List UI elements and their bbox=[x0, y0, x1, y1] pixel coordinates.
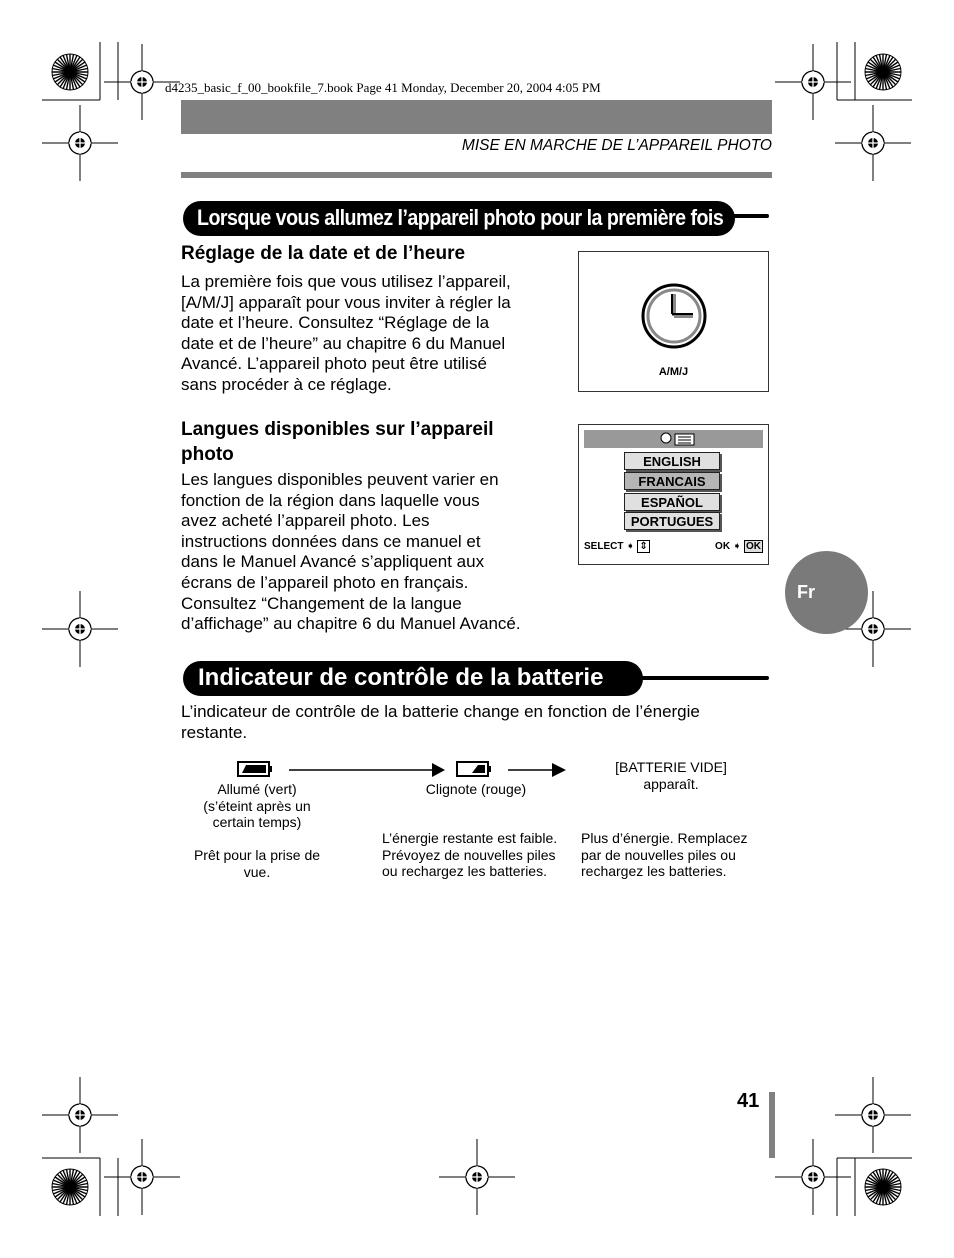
language-tab-label: Fr bbox=[797, 582, 815, 602]
state-low-caption: Clignote (rouge) bbox=[425, 781, 527, 797]
battery-low-icon bbox=[457, 762, 491, 776]
language-option-english[interactable]: ENGLISH bbox=[624, 452, 720, 470]
section-title-first-use: Lorsque vous allumez l’appareil photo pour la première fois bbox=[183, 201, 735, 236]
arrow-right-icon: ➧ bbox=[626, 541, 635, 552]
battery-full-icon bbox=[238, 762, 272, 776]
paragraph-battery-intro: L’indicateur de contrôle de la batterie change en fonction de l’énergie restante. bbox=[181, 702, 700, 742]
state-empty-description: Plus d’énergie. Remplacez par de nouvelles piles ou rechargez les batteries. bbox=[581, 830, 748, 879]
camera-screen-language-menu bbox=[578, 424, 769, 565]
book-info: d4235_basic_f_00_bookfile_7.book Page 41 Monday, December 20, 2004 4:05 PM bbox=[165, 80, 601, 95]
ok-button[interactable]: OK bbox=[746, 541, 761, 552]
date-format-label: A/M/J bbox=[658, 366, 689, 378]
state-full-caption: Allumé (vert) (s’éteint après un certain temps) bbox=[203, 781, 311, 830]
subheading-languages: Langues disponibles sur l’appareil photo bbox=[181, 419, 494, 465]
arrow-right-icon: ➧ bbox=[732, 541, 742, 552]
language-option-francais[interactable]: FRANCAIS bbox=[624, 472, 720, 490]
camera-screen-date bbox=[578, 251, 769, 392]
section-title-battery: Indicateur de contrôle de la batterie bbox=[183, 661, 643, 696]
paragraph-languages: Les langues disponibles peuvent varier en fonction de la région dans laquelle vous avez acheté l’appareil photo. Les instructions données dans ce manuel et dans le Manuel Avancé s’appliquent aux écrans de l’appareil photo en français. Consultez “Changement de la langue d’affichage” au chapitre 6 du Manuel Avancé. bbox=[181, 470, 521, 634]
header-band bbox=[181, 100, 772, 134]
arrow-head-icon bbox=[552, 763, 566, 777]
clock-icon bbox=[640, 282, 708, 350]
battery-state-diagram bbox=[236, 757, 572, 783]
page-number: 41 bbox=[737, 1090, 760, 1112]
select-hint: SELECT ➧ ⇕ bbox=[584, 541, 648, 552]
state-low-description: L’énergie restante est faible. Prévoyez de nouvelles piles ou rechargez les batteries. bbox=[382, 830, 558, 879]
state-empty-caption: [BATTERIE VIDE] apparaît. bbox=[615, 759, 727, 792]
header-rule bbox=[181, 172, 772, 178]
arrow-head-icon bbox=[432, 763, 445, 777]
language-option-portugues[interactable]: PORTUGUES bbox=[624, 512, 720, 530]
subheading-date: Réglage de la date et de l’heure bbox=[181, 243, 466, 264]
state-full-description: Prêt pour la prise de vue. bbox=[193, 847, 321, 880]
page-number-bar bbox=[769, 1092, 775, 1158]
paragraph-date: La première fois que vous utilisez l’appareil, [A/M/J] apparaît pour vous inviter à régler la date et l’heure. Consultez “Réglage de la date et de l’heure” au chapitre 6 du Manuel Avancé. L’appareil photo peut être utilisé sans procéder à ce réglage. bbox=[181, 272, 511, 394]
ok-hint: OK ➧ OK bbox=[715, 541, 761, 552]
language-menu-icon bbox=[660, 432, 696, 446]
up-down-icon: ⇕ bbox=[639, 541, 648, 552]
running-title: MISE EN MARCHE DE L’APPAREIL PHOTO bbox=[461, 137, 772, 154]
menu-title-bar bbox=[584, 430, 763, 448]
language-option-espanol[interactable]: ESPAÑOL bbox=[624, 493, 720, 511]
